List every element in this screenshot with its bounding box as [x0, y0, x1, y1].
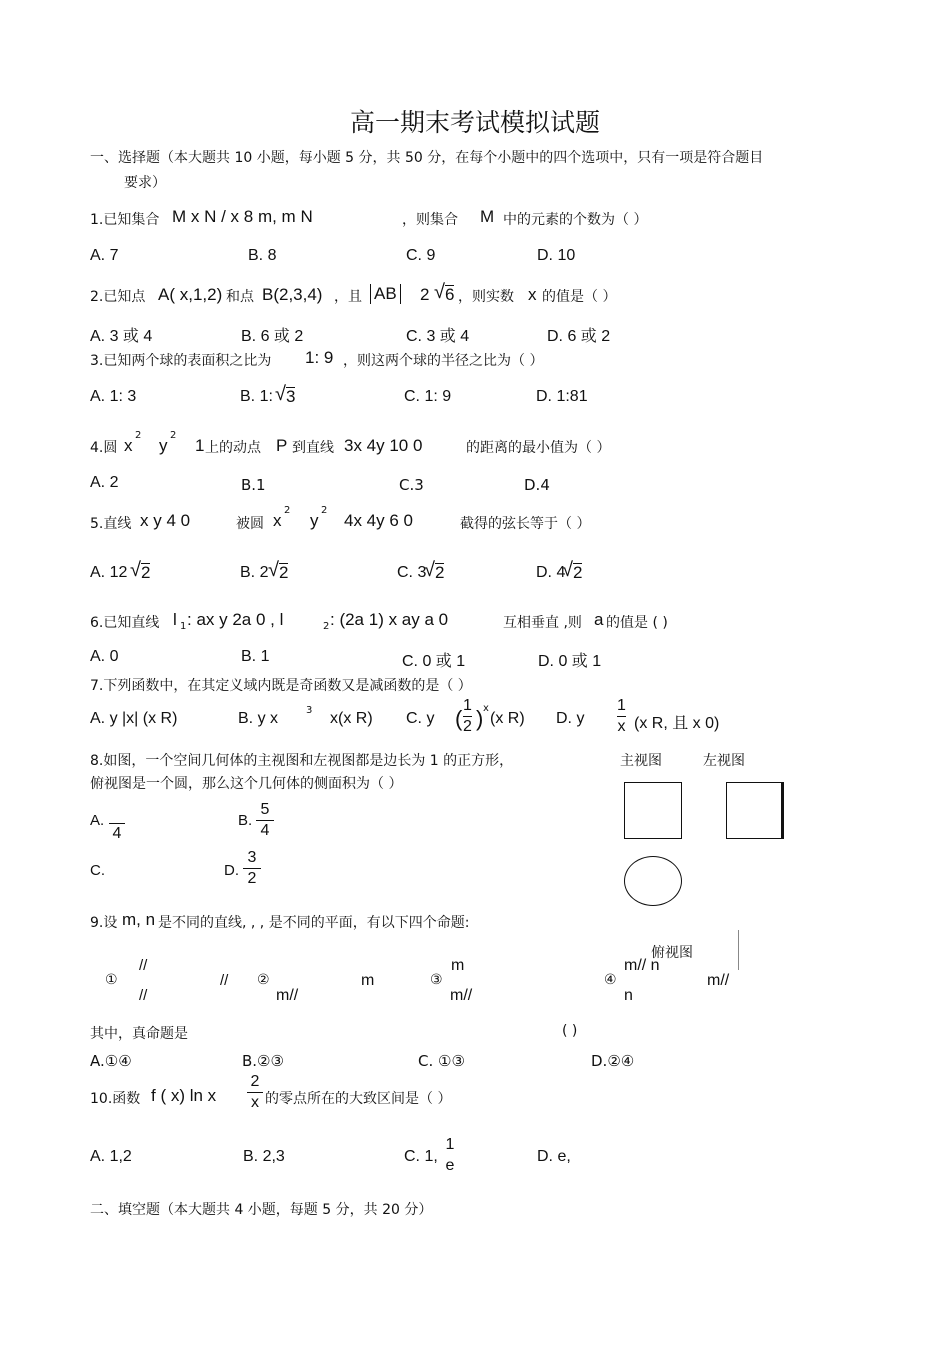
q10-tail: 的零点所在的大致区间是（ ）: [265, 1091, 452, 1107]
q8-d-num: 3: [247, 849, 257, 866]
q9-c1-bot: //: [139, 987, 148, 1004]
q6-l1: l: [173, 610, 177, 629]
section2-header: 二、填空题（本大题共 4 小题，每题 5 分，共 20 分）: [90, 1202, 433, 1218]
q4-y: y: [159, 436, 168, 455]
q4-p: P: [276, 436, 288, 455]
q3-option-b[interactable]: B. 1:: [240, 388, 273, 405]
q7-d-rest: (x R, 且 x 0): [634, 715, 720, 732]
q2-ab-length: AB: [370, 284, 401, 304]
q2-point-a: A( x,1,2): [158, 285, 223, 304]
q5-text: 5.直线: [90, 516, 132, 532]
fraction-bar: [247, 1092, 263, 1093]
q2-point-b: B(2,3,4): [262, 285, 323, 304]
fraction-bar: [243, 868, 261, 869]
q5-a-radicand: 2: [141, 563, 151, 582]
q7-option-b[interactable]: B. y x: [238, 710, 279, 727]
q9-c1-top: //: [139, 957, 148, 974]
q8-option-d[interactable]: D.: [224, 862, 239, 879]
q4-sup1: 2: [135, 430, 142, 441]
q2-and2: ，且: [334, 289, 362, 305]
q6-tail: 互相垂直 ,则: [503, 615, 582, 631]
q9-option-c[interactable]: C. ①③: [418, 1052, 465, 1070]
sqrt-icon: √: [424, 559, 435, 581]
q8-line1: 8.如图，一个空间几何体的主视图和左视图都是边长为 1 的正方形，: [90, 753, 514, 769]
q10-num: 2: [250, 1073, 260, 1090]
sqrt-icon: √: [130, 559, 141, 581]
q5-option-a[interactable]: A. 12: [90, 564, 128, 581]
q5-y: y: [310, 511, 319, 530]
q8-a-num: [109, 804, 125, 822]
q8-b-den: 4: [260, 822, 270, 839]
q8-d-den: 2: [247, 870, 257, 887]
q4-option-a[interactable]: A. 2: [90, 474, 119, 491]
q10-text: 10.函数: [90, 1091, 141, 1107]
q7-c-sup: x: [483, 703, 489, 714]
q7-d-num: 1: [617, 697, 626, 714]
q6-sub1: 1: [180, 621, 187, 632]
q5-mid: 被圆: [236, 516, 264, 532]
q10-option-b[interactable]: B. 2,3: [243, 1148, 285, 1165]
q4-sup2: 2: [170, 430, 177, 441]
q9-ask: 其中，真命题是: [90, 1026, 188, 1042]
q2-option-a[interactable]: A. 3 或 4: [90, 328, 153, 345]
q6-option-d[interactable]: D. 0 或 1: [538, 653, 602, 670]
q4-one: 1: [195, 436, 205, 455]
q2-radicand: 6: [445, 285, 455, 304]
q9-c2-res: m: [361, 972, 375, 989]
q9-c2-bot: m//: [276, 987, 299, 1004]
q7-d-fraction: [617, 697, 626, 736]
fraction-bar: [443, 1155, 457, 1156]
q7-text: 7.下列函数中，在其定义域内既是奇函数又是减函数的是（ ）: [90, 678, 472, 694]
q7-c-fraction: [463, 697, 472, 736]
q8-b-fraction: [256, 801, 274, 840]
q10-c-den: e: [445, 1157, 455, 1174]
q7-b-sup: 3: [306, 705, 313, 716]
q5-x: x: [273, 511, 282, 530]
q5-sup1: 2: [284, 505, 291, 516]
q9-claim4[interactable]: ④: [604, 972, 617, 988]
q5-option-d[interactable]: D. 4: [536, 564, 566, 581]
q4-line-expr: 3x 4y 10 0: [344, 436, 423, 455]
q8-line2: 俯视图是一个圆，那么这个几何体的侧面积为（ ）: [90, 776, 403, 792]
q1-option-a[interactable]: A. 7: [90, 247, 119, 264]
divider: [738, 930, 739, 970]
q8-option-b[interactable]: B.: [238, 812, 253, 829]
q1-option-b[interactable]: B. 8: [248, 247, 277, 264]
q2-option-c[interactable]: C. 3 或 4: [406, 328, 470, 345]
q6-option-a[interactable]: A. 0: [90, 648, 119, 665]
q2-tail2: 的值是（ ）: [542, 289, 617, 305]
q4-x: x: [124, 436, 133, 455]
sqrt-icon: √: [562, 559, 573, 581]
q10-den: x: [251, 1094, 259, 1111]
q6-option-c[interactable]: C. 0 或 1: [402, 653, 466, 670]
q8-d-fraction: [243, 849, 261, 888]
q10-c-num: 1: [445, 1136, 455, 1153]
q8-label-top: 俯视图: [651, 945, 693, 961]
q3-ratio: 1: 9: [305, 348, 334, 367]
q9-option-b[interactable]: B.②③: [242, 1052, 284, 1070]
top-view-circle: [624, 856, 682, 906]
q1-set-expr: M x N / x 8 m, m N: [172, 207, 313, 226]
q5-line-expr: x y 4 0: [140, 511, 191, 530]
q7-option-a[interactable]: A. y |x| (x R): [90, 710, 178, 727]
q8-a-fraction: [109, 804, 125, 843]
q2-and: 和点: [226, 289, 254, 305]
q6-expr2: : (2a 1) x ay a 0: [330, 610, 449, 629]
fraction-bar: [109, 823, 125, 824]
fraction-bar: [256, 820, 274, 821]
q8-a-den: 4: [112, 825, 122, 842]
q7-c-rparen: ): [476, 706, 484, 731]
q8-label-left: 左视图: [703, 753, 745, 769]
q5-b-radicand: 2: [279, 563, 289, 582]
q10-c-fraction: [443, 1136, 457, 1175]
q5-sup2: 2: [321, 505, 328, 516]
front-view-square: [624, 782, 682, 839]
q2-coef: 2: [420, 285, 430, 304]
sqrt-icon: √: [434, 281, 445, 303]
q5-circle-expr: 4x 4y 6 0: [344, 511, 413, 530]
q7-c-lparen: (: [455, 706, 463, 731]
sqrt-icon: √: [275, 383, 286, 405]
q9-c3-bot: m//: [450, 987, 473, 1004]
q5-option-c[interactable]: C. 3: [397, 564, 427, 581]
q7-c-den: 2: [463, 718, 472, 735]
page-title: 高一期末考试模拟试题: [349, 108, 600, 137]
q7-d-den: x: [617, 718, 626, 735]
fraction-bar: [463, 716, 472, 717]
q4-mid2: 到直线: [292, 440, 334, 456]
q9-c3-top: m: [451, 957, 465, 974]
q9-text: 9.设: [90, 915, 118, 931]
q8-option-c[interactable]: C.: [90, 862, 105, 879]
q1-tail2: 中的元素的个数为（ ）: [503, 212, 648, 228]
q7-c-num: 1: [463, 697, 472, 714]
q3-tail: ，则这两个球的半径之比为（ ）: [343, 353, 544, 369]
q8-b-num: 5: [260, 801, 270, 818]
q7-option-c[interactable]: C. y: [406, 710, 435, 727]
q9-paren: ( ): [562, 1023, 578, 1039]
q4-mid: 上的动点: [205, 440, 261, 456]
q1-tail: ，则集合: [402, 212, 458, 228]
q3-option-c[interactable]: C. 1: 9: [404, 388, 452, 405]
q3-option-b-radicand: 3: [286, 387, 296, 406]
q8-label-front: 主视图: [620, 753, 662, 769]
q9-mn: m, n: [122, 910, 156, 929]
q3-text: 3.已知两个球的表面积之比为: [90, 353, 272, 369]
q2-tail: ，则实数: [458, 289, 514, 305]
q8-option-a[interactable]: A.: [90, 812, 105, 829]
sqrt-icon: √: [268, 559, 279, 581]
q4-option-b[interactable]: B.1: [241, 476, 266, 494]
q6-sub2: 2: [323, 621, 330, 632]
q7-c-rest: (x R): [490, 710, 525, 727]
q9-c4-top: m// n: [624, 957, 660, 974]
q9-claim2[interactable]: ②: [257, 972, 270, 988]
q2-text: 2.已知点: [90, 289, 146, 305]
q5-c-radicand: 2: [435, 563, 445, 582]
section1-header: 一、选择题（本大题共 10 小题，每小题 5 分，共 50 分，在每个小题中的四个选项中，只有一项是符合题目: [90, 150, 764, 166]
q2-option-d[interactable]: D. 6 或 2: [547, 328, 611, 345]
left-view-square: [726, 782, 784, 839]
q5-option-b[interactable]: B. 2: [240, 564, 269, 581]
q1-option-d[interactable]: D. 10: [537, 247, 576, 264]
q9-claim1[interactable]: ①: [105, 972, 118, 988]
q10-option-a[interactable]: A. 1,2: [90, 1148, 132, 1165]
q3-option-d[interactable]: D. 1:81: [536, 388, 588, 405]
q7-option-d[interactable]: D. y: [556, 710, 585, 727]
q3-option-a[interactable]: A. 1: 3: [90, 388, 137, 405]
q1-text: 1.已知集合: [90, 212, 160, 228]
fraction-bar: [617, 716, 626, 717]
q6-tail2: 的值是 ( ): [606, 615, 668, 631]
section1-header-cont: 要求）: [124, 175, 166, 191]
q1-option-c[interactable]: C. 9: [406, 247, 436, 264]
q9-c4-res: m//: [707, 972, 730, 989]
q10-fraction: [247, 1073, 263, 1112]
q10-option-d[interactable]: D. e,: [537, 1148, 571, 1165]
q6-a: a: [594, 610, 604, 629]
q5-tail: 截得的弦长等于（ ）: [460, 516, 591, 532]
q6-option-b[interactable]: B. 1: [241, 648, 270, 665]
q9-mid: 是不同的直线, , , 是不同的平面，有以下四个命题:: [158, 915, 470, 931]
q9-option-a[interactable]: A.①④: [90, 1052, 132, 1070]
q7-b-rest: x(x R): [330, 710, 373, 727]
q9-c4-bot: n: [624, 987, 633, 1004]
q5-d-radicand: 2: [573, 563, 583, 582]
q4-text: 4.圆: [90, 440, 118, 456]
q10-func: f ( x) ln x: [151, 1086, 217, 1105]
q2-option-b[interactable]: B. 6 或 2: [241, 328, 304, 345]
q4-option-d[interactable]: D.4: [524, 476, 550, 494]
q9-option-d[interactable]: D.②④: [591, 1052, 635, 1070]
q10-option-c[interactable]: C. 1,: [404, 1148, 438, 1165]
q9-claim3[interactable]: ③: [430, 972, 443, 988]
q6-expr1: : ax y 2a 0 , l: [187, 610, 284, 629]
q9-c1-res: //: [220, 972, 229, 989]
q2-x: x: [528, 285, 537, 304]
q4-tail: 的距离的最小值为（ ）: [466, 440, 611, 456]
q6-text: 6.已知直线: [90, 615, 160, 631]
q4-option-c[interactable]: C.3: [399, 476, 424, 494]
q1-set-m: M: [480, 207, 495, 226]
